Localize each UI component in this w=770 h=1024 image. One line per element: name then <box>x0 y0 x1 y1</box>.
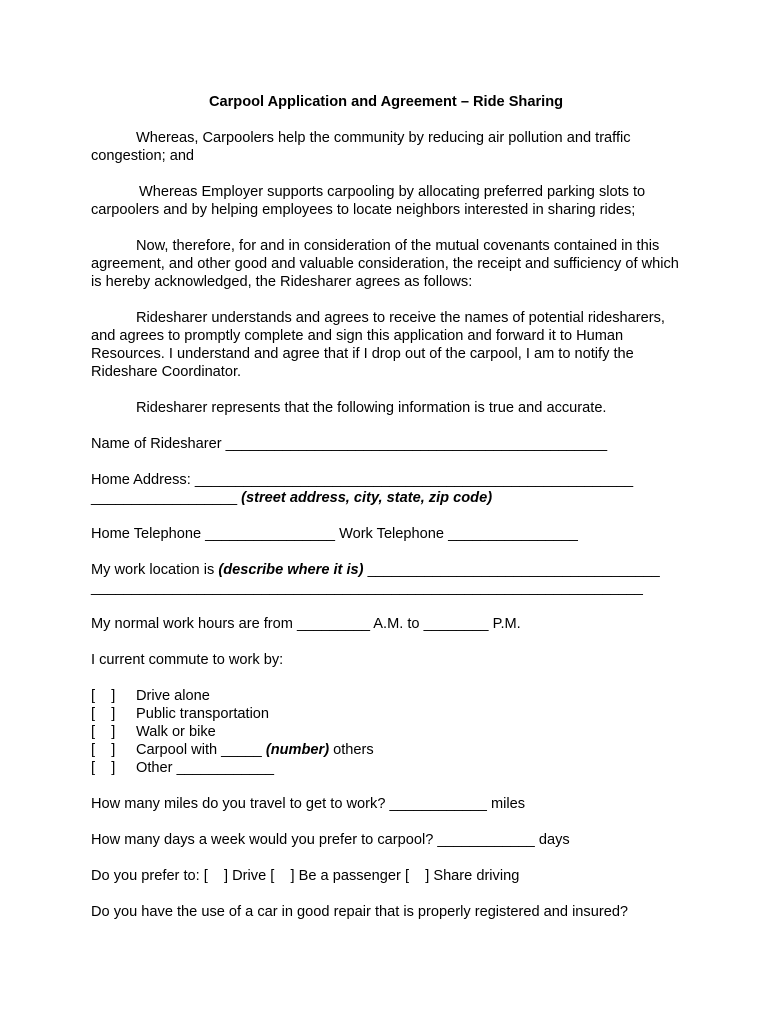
checkbox-walk-or-bike[interactable]: [ ] <box>91 724 116 740</box>
work-telephone-blank[interactable]: ________________ <box>448 526 578 542</box>
miles-label: How many miles do you travel to get to work? <box>91 796 390 812</box>
work-location-blank-1[interactable]: ____________________________________ <box>363 562 660 578</box>
name-label: Name of Ridesharer <box>91 436 226 452</box>
miles-unit: miles <box>486 796 526 812</box>
preference-question <box>91 867 681 885</box>
work-hours-am-label: A.M. to <box>370 616 424 632</box>
preference-share-option[interactable]: [ ] Share driving <box>404 868 520 884</box>
commute-option-other <box>91 759 681 777</box>
days-question <box>91 831 681 849</box>
option-label: Other <box>136 760 177 776</box>
home-address-label: Home Address: <box>91 472 195 488</box>
document-title: Carpool Application and Agreement – Ride Sharing <box>208 94 564 110</box>
representation-paragraph: Ridesharer represents that the following information is true and accurate. <box>136 400 607 416</box>
days-blank[interactable]: ____________ <box>437 832 535 848</box>
work-hours-field <box>91 615 681 633</box>
document-page <box>91 93 681 939</box>
home-address-blank-1[interactable]: ______________________________________________________ <box>194 472 634 488</box>
name-field <box>91 435 681 453</box>
work-hours-end-blank[interactable]: ________ <box>423 616 489 632</box>
telephone-fields <box>91 525 681 543</box>
carpool-number-hint: (number) <box>265 742 330 758</box>
home-telephone-blank[interactable]: ________________ <box>205 526 336 542</box>
checkbox-carpool[interactable]: [ ] <box>91 742 116 758</box>
commute-option-public <box>91 705 681 723</box>
work-telephone-label: Work Telephone <box>335 526 449 542</box>
commute-label: I current commute to work by: <box>91 652 284 668</box>
carpool-number-blank[interactable]: _____ <box>221 742 262 758</box>
checkbox-public-transportation[interactable]: [ ] <box>91 706 116 722</box>
work-hours-start-blank[interactable]: _________ <box>297 616 371 632</box>
home-telephone-label: Home Telephone <box>91 526 206 542</box>
checkbox-drive-alone[interactable]: [ ] <box>91 688 116 704</box>
commute-option-drive-alone <box>91 687 681 705</box>
option-label: Drive alone <box>136 688 210 704</box>
option-label: Carpool with <box>136 742 222 758</box>
miles-blank[interactable]: ____________ <box>389 796 487 812</box>
work-location-hint: (describe where it is) <box>218 562 364 578</box>
home-address-hint: (street address, city, state, zip code) <box>241 490 493 506</box>
preference-label: Do you prefer to: <box>91 868 204 884</box>
work-location-field <box>91 561 681 597</box>
home-address-blank-2[interactable]: __________________ <box>91 490 238 506</box>
days-label: How many days a week would you prefer to carpool? <box>91 832 438 848</box>
work-location-label: My work location is <box>91 562 219 578</box>
commute-option-carpool <box>91 741 681 759</box>
option-label: Public transportation <box>136 706 270 722</box>
option-label: Walk or bike <box>136 724 216 740</box>
preference-passenger-option[interactable]: [ ] Be a passenger <box>270 868 401 884</box>
days-unit: days <box>534 832 570 848</box>
other-blank[interactable]: ____________ <box>176 760 274 776</box>
rideshare-understanding-paragraph: Ridesharer understands and agrees to receive the names of potential ridesharers, and agrees to promptly complete and sign this application and forward it to Human Resources. I understand and agree that if I drop out of the carpool, I am to notify the Rideshare Coordinator. <box>91 310 665 380</box>
whereas-employer-paragraph: Whereas Employer supports carpooling by allocating preferred parking slots to carpoolers and by helping employees to locate neighbors interested in sharing rides; <box>91 184 646 218</box>
miles-question <box>91 795 681 813</box>
carpool-others-label: others <box>329 742 374 758</box>
preference-drive-option[interactable]: [ ] Drive <box>203 868 267 884</box>
commute-option-walk <box>91 723 681 741</box>
whereas-community-paragraph: Whereas, Carpoolers help the community by reducing air pollution and traffic congestion; and <box>91 130 631 164</box>
home-address-field <box>91 471 681 507</box>
work-hours-label: My normal work hours are from <box>91 616 297 632</box>
car-question: Do you have the use of a car in good repair that is properly registered and insured? <box>91 904 629 920</box>
work-location-blank-2[interactable]: ____________________________________________________________________ <box>91 580 643 596</box>
checkbox-other[interactable]: [ ] <box>91 760 116 776</box>
consideration-paragraph: Now, therefore, for and in consideration of the mutual covenants contained in this agreement, and other good and valuable consideration, the receipt and sufficiency of which is hereby acknowledged, the Ridesharer agrees as follows: <box>91 238 679 290</box>
work-hours-pm-label: P.M. <box>488 616 521 632</box>
name-input-blank[interactable]: _______________________________________________ <box>225 436 608 452</box>
commute-options-list <box>91 687 681 777</box>
